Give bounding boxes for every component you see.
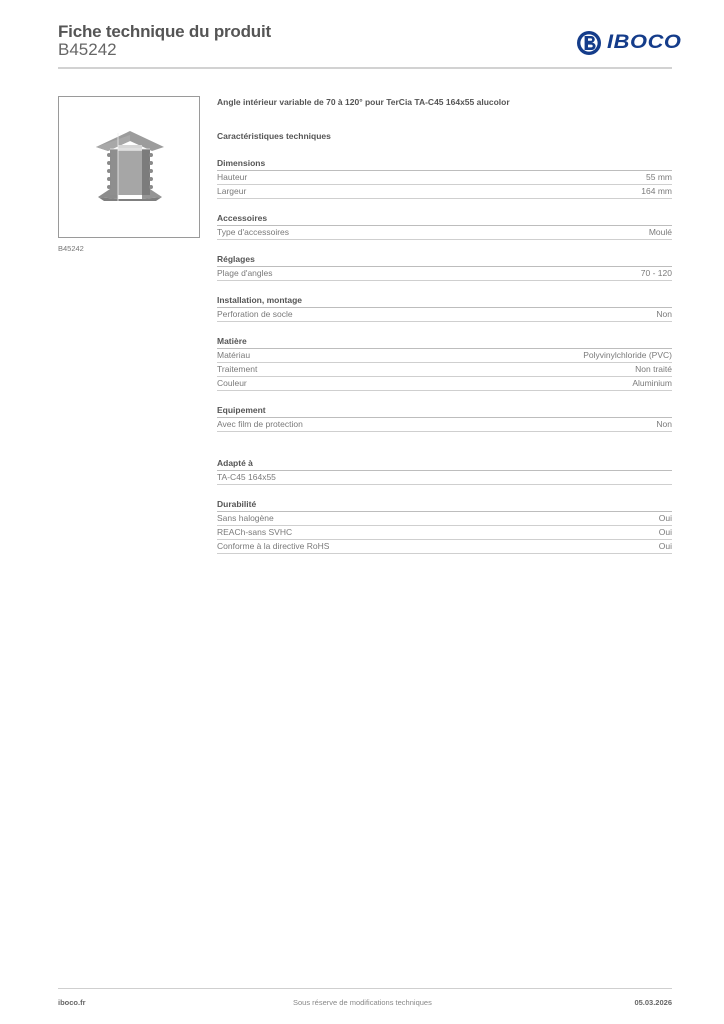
- image-caption: B45242: [58, 244, 84, 253]
- product-image-frame: [58, 96, 200, 238]
- spec-label: REACh-sans SVHC: [217, 527, 293, 537]
- spec-value: Polyvinylchloride (PVC): [583, 350, 672, 360]
- group-title: Dimensions: [217, 157, 672, 171]
- specs-heading: Caractéristiques techniques: [217, 131, 331, 141]
- page-footer: [58, 998, 672, 1010]
- spec-label: Plage d'angles: [217, 268, 273, 278]
- spec-content: [217, 96, 672, 554]
- spec-row: [217, 471, 672, 485]
- group-title: Réglages: [217, 253, 672, 267]
- spec-label: Largeur: [217, 186, 247, 196]
- product-name: Angle intérieur variable de 70 à 120° pour TerCia TA-C45 164x55 alucolor: [217, 97, 510, 107]
- spec-value: 70 - 120: [640, 268, 672, 278]
- spec-label: Avec film de protection: [217, 419, 303, 429]
- spec-label: TA-C45 164x55: [217, 472, 276, 482]
- spec-group-matiere: [217, 335, 672, 391]
- spec-label: Hauteur: [217, 172, 248, 182]
- product-reference: B45242: [58, 40, 117, 59]
- spec-group-durabilite: [217, 498, 672, 554]
- product-image: [96, 127, 164, 203]
- spec-group-equipement: [217, 404, 672, 432]
- spec-value: Moulé: [648, 227, 672, 237]
- spec-value: Aluminium: [632, 378, 672, 388]
- spec-group-accessoires: [217, 212, 672, 240]
- group-title: Matière: [217, 335, 672, 349]
- spec-value: 164 mm: [641, 186, 672, 196]
- spec-group-adapte: [217, 457, 672, 485]
- footer-date: 05.03.2026: [634, 998, 672, 1007]
- spec-row: [217, 185, 672, 199]
- page-header: [58, 20, 682, 68]
- group-title: Durabilité: [217, 498, 672, 512]
- spec-group-dimensions: [217, 157, 672, 199]
- header-divider: [58, 67, 672, 69]
- logo-wordmark: IBOCO: [607, 32, 682, 53]
- spec-label: Type d'accessoires: [217, 227, 290, 237]
- spec-label: Sans halogène: [217, 513, 274, 523]
- spec-value: Oui: [658, 541, 672, 551]
- iboco-logo-icon: [576, 30, 602, 56]
- spec-row: [217, 377, 672, 391]
- spec-row: [217, 512, 672, 526]
- spec-label: Conforme à la directive RoHS: [217, 541, 330, 551]
- spec-row: [217, 363, 672, 377]
- spec-value: Oui: [658, 527, 672, 537]
- spec-row: [217, 308, 672, 322]
- spec-value: Non: [656, 419, 672, 429]
- group-title: Adapté à: [217, 457, 672, 471]
- spec-group-installation: [217, 294, 672, 322]
- spec-value: Non traité: [635, 364, 672, 374]
- spec-row: [217, 526, 672, 540]
- spec-label: Perforation de socle: [217, 309, 293, 319]
- footer-divider: [58, 988, 672, 989]
- spec-label: Couleur: [217, 378, 247, 388]
- footer-disclaimer: Sous réserve de modifications techniques: [293, 998, 432, 1007]
- group-title: Accessoires: [217, 212, 672, 226]
- document-title: Fiche technique du produit: [58, 22, 271, 41]
- spec-row: [217, 226, 672, 240]
- spec-row: [217, 418, 672, 432]
- footer-website: iboco.fr: [58, 998, 86, 1007]
- spec-label: Traitement: [217, 364, 258, 374]
- group-title: Installation, montage: [217, 294, 672, 308]
- spec-value: 55 mm: [646, 172, 672, 182]
- spec-label: Matériau: [217, 350, 251, 360]
- group-title: Equipement: [217, 404, 672, 418]
- spec-value: Non: [656, 309, 672, 319]
- spec-row: [217, 267, 672, 281]
- spec-row: [217, 171, 672, 185]
- spec-row: [217, 349, 672, 363]
- spec-value: Oui: [658, 513, 672, 523]
- spec-row: [217, 540, 672, 554]
- iboco-logo: [576, 28, 682, 58]
- spec-group-reglages: [217, 253, 672, 281]
